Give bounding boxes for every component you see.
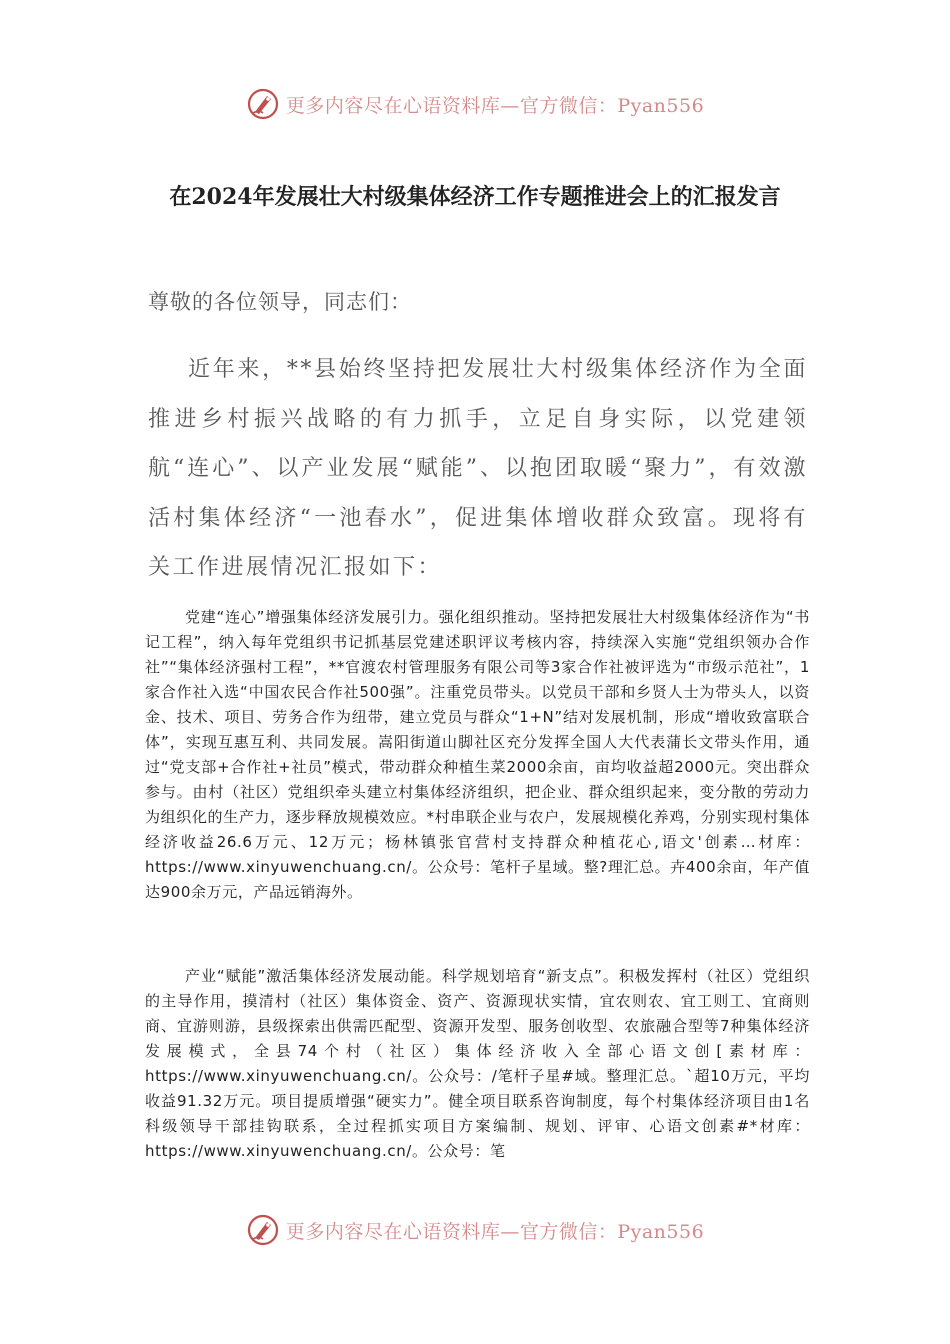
body-paragraph-1: 党建“连心”增强集体经济发展引力。强化组织推动。坚持把发展壮大村级集体经济作为“书记工程”，纳入每年党组织书记抓基层党建述职评议考核内容，持续深入实施“党组织领办合作社”“集体经济强村工程”，**官渡农村管理服务有限公司等3家合作社被评选为“市级示范社”，1家合作社入选“中国农民合作社500强”。注重党员带头。以党员干部和乡贤人士为带头人，以资金、技术、项目、劳务合作为纽带，建立党员与群众“1+N”结对发展机制，形成“增收致富联合体”，实现互惠互利、共同发展。嵩阳街道山脚社区充分发挥全国人大代表蒲长文带头作用，通过“党支部+合作社+社员”模式，带动群众种植生菜2000余亩，亩均收益超2000元。突出群众参与。由村（社区）党组织牵头建立村集体经济组织，把企业、群众组织起来，变分散的劳动力为组织化的生产力，逐步释放规模效应。*村串联企业与农户，发展规模化养鸡，分别实现村集体经济收益26.6万元、12万元；杨林镇张官营村支持群众种植花心,语文'创素…材库：https://www.xinyuwenchuang.cn/。公众号：笔杆子星域。整?理汇总。卉400余亩，年产值达900余万元，产品远销海外。 bbox=[145, 608, 810, 901]
banner-text: 更多内容尽在心语资料库—官方微信：Pyan556 bbox=[285, 94, 705, 117]
body-paragraph-2: 产业“赋能”激活集体经济发展动能。科学规划培育“新支点”。积极发挥村（社区）党组织的主导作用，摸清村（社区）集体资金、资产、资源现状实情，宜农则农、宜工则工、宜商则商、宜游则游，县级探索出供需匹配型、资源开发型、服务创收型、农旅融合型等7种集体经济发展模式，全县74个村（社区）集体经济收入全部心语文创[素材库：https://www.xinyuwenchuang.cn/。公众号：/笔杆子星#域。整理汇总。`超10万元，平均收益91.32万元。项目提质增强“硬实力”。健全项目联系咨询制度，每个村集体经济项目由1名科级领导干部挂钩联系，全过程抓实项目方案编制、规划、评审、心语文创素#*材库：https://www.xinyuwenchuang.cn/。公众号：笔 bbox=[145, 967, 810, 1160]
pen-nib-logo-icon bbox=[246, 1213, 280, 1247]
footer-banner bbox=[0, 1210, 950, 1250]
banner-text: 更多内容尽在心语资料库—官方微信：Pyan556 bbox=[285, 1220, 705, 1243]
header-banner bbox=[0, 84, 950, 124]
intro-paragraph: 近年来，**县始终坚持把发展壮大村级集体经济作为全面推进乡村振兴战略的有力抓手，立足自身实际，以党建领航“连心”、以产业发展“赋能”、以抱团取暖“聚力”，有效激活村集体经济“一池春水”，促进集体增收群众致富。现将有关工作进展情况汇报如下： bbox=[148, 357, 808, 580]
greeting: 尊敬的各位领导，同志们： bbox=[148, 290, 412, 314]
pen-nib-logo-icon bbox=[246, 87, 280, 121]
document-title: 在2024年发展壮大村级集体经济工作专题推进会上的汇报发言 bbox=[169, 184, 781, 210]
